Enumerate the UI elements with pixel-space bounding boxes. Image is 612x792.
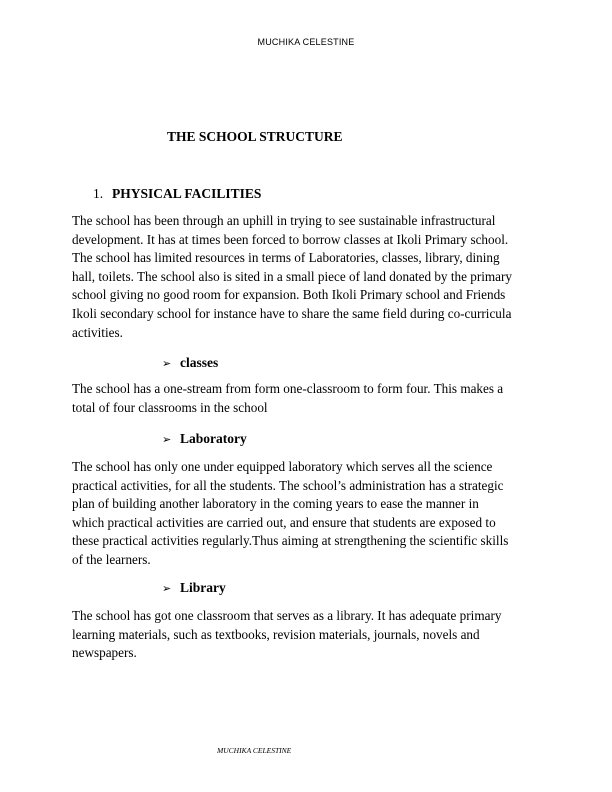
- paragraph-physical-facilities: [72, 212, 542, 342]
- paragraph-line: newspapers.: [72, 645, 137, 661]
- section-heading: [93, 186, 261, 202]
- section-heading-text: PHYSICAL FACILITIES: [112, 186, 262, 201]
- paragraph-line: activities.: [72, 324, 123, 340]
- paragraph-classes: [72, 380, 542, 417]
- arrow-bullet-icon: ➢: [162, 357, 172, 370]
- paragraph-line: these practical activities regularly.Thus aiming at strengthening the scientific skills: [72, 533, 509, 549]
- paragraph-line: learning materials, such as textbooks, revision materials, journals, novels and: [72, 626, 480, 642]
- paragraph-line: The school has got one classroom that serves as a library. It has adequate primary: [72, 608, 502, 623]
- bullet-laboratory: [162, 431, 247, 447]
- paragraph-line: of the learners.: [72, 551, 151, 567]
- arrow-bullet-icon: ➢: [162, 582, 172, 595]
- paragraph-line: school giving no good room for expansion. Both Ikoli Primary school and Friends: [72, 287, 506, 303]
- arrow-bullet-icon: ➢: [162, 433, 172, 446]
- paragraph-line: The school has a one-stream from form one-classroom to form four. This makes a: [72, 381, 504, 396]
- bullet-library-label: Library: [180, 580, 226, 595]
- paragraph-line: hall, toilets. The school also is sited in a small piece of land donated by the primary: [72, 268, 512, 284]
- document-title: THE SCHOOL STRUCTURE: [167, 129, 343, 144]
- paragraph-line: The school has been through an uphill in trying to see sustainable infrastructural: [72, 213, 496, 228]
- page-footer: MUCHIKA CELESTINE: [217, 746, 292, 755]
- bullet-library: [162, 580, 226, 596]
- paragraph-line: which practical activities are carried out, and ensure that students are exposed to: [72, 514, 496, 530]
- paragraph-line: The school has only one under equipped laboratory which serves all the science: [72, 459, 493, 474]
- paragraph-library: [72, 607, 542, 663]
- paragraph-line: total of four classrooms in the school: [72, 399, 268, 415]
- bullet-classes-label: classes: [180, 355, 219, 370]
- bullet-classes: [162, 355, 218, 371]
- paragraph-line: Ikoli secondary school for instance have to share the same field during co-curricula: [72, 305, 512, 321]
- paragraph-line: The school has limited resources in terms of Laboratories, classes, library, dining: [72, 250, 500, 266]
- paragraph-laboratory: [72, 458, 542, 570]
- paragraph-line: plan of building another laboratory in the coming years to ease the manner in: [72, 496, 479, 512]
- section-number: 1.: [93, 186, 104, 201]
- page-header: MUCHIKA CELESTINE: [257, 37, 355, 47]
- bullet-laboratory-label: Laboratory: [180, 431, 247, 446]
- paragraph-line: practical activities, for all the students. The school’s administration has a strategic: [72, 477, 504, 493]
- paragraph-line: development. It has at times been forced to borrow classes at Ikoli Primary school.: [72, 231, 509, 247]
